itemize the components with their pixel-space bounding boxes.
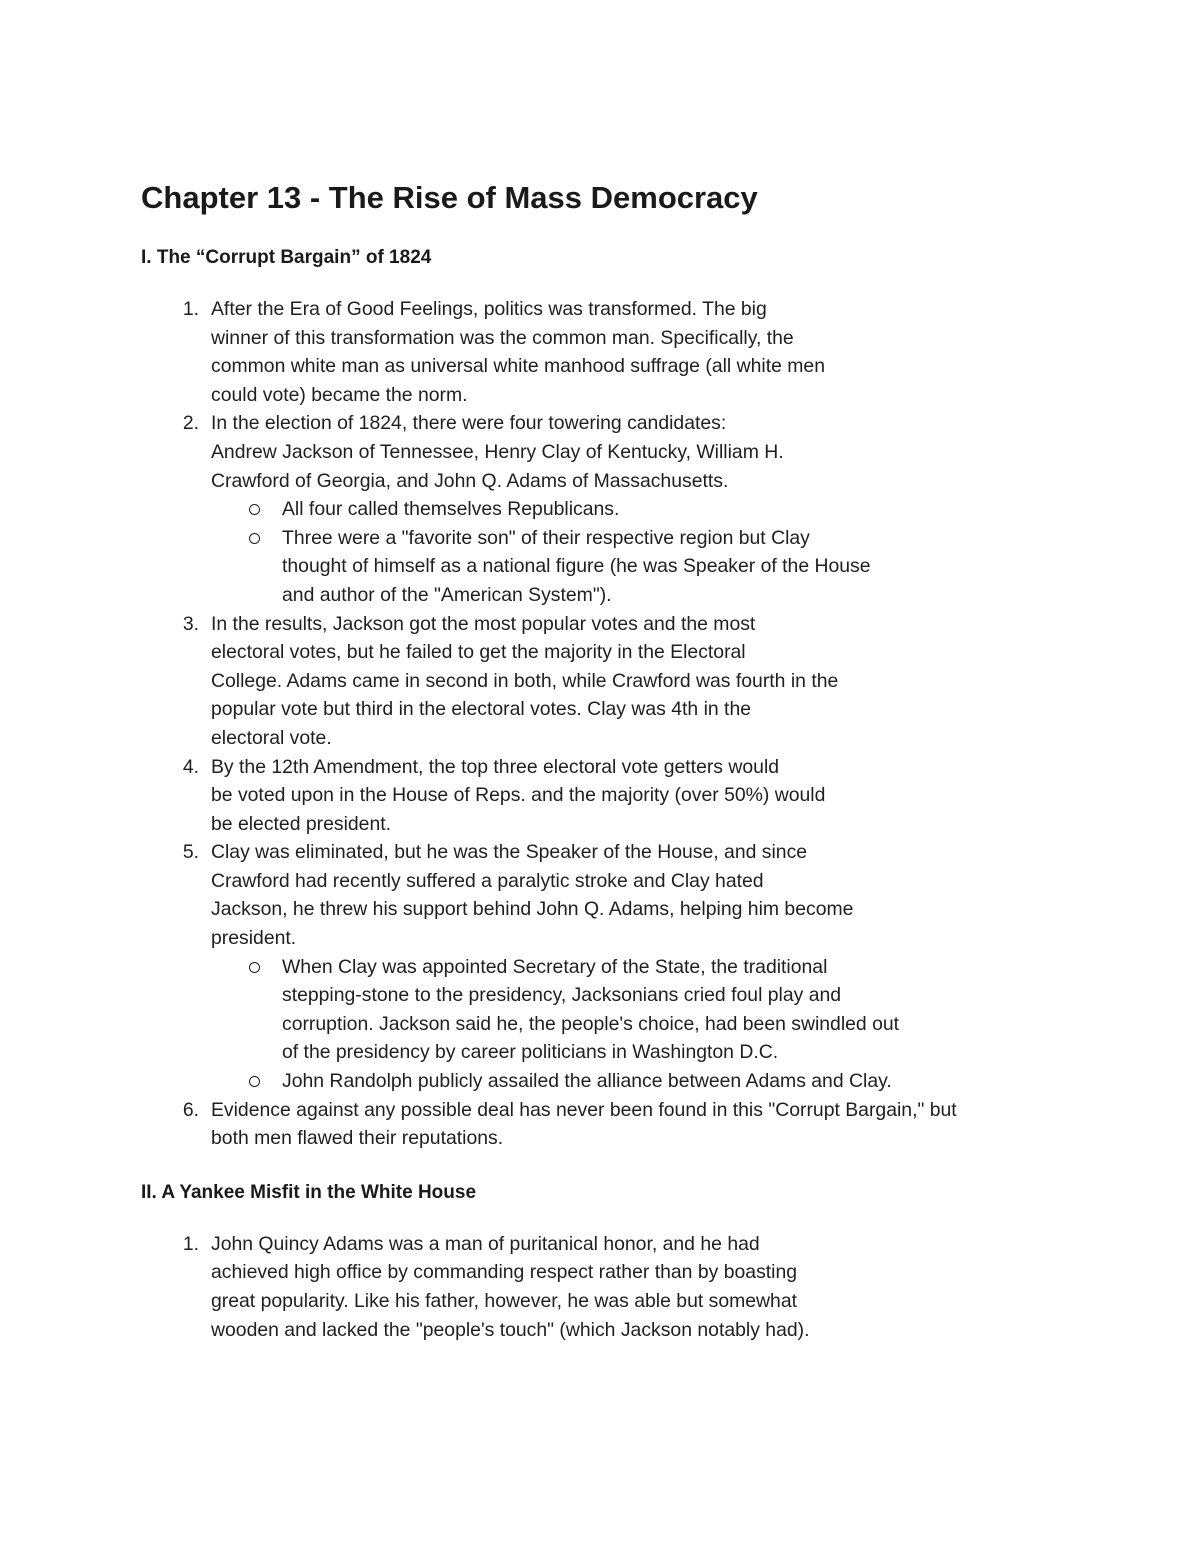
text-line: be voted upon in the House of Reps. and the majority (over 50%) would (211, 784, 826, 807)
text-line: wooden and lacked the "people's touch" (which Jackson notably had). (211, 1318, 810, 1341)
hollow-circle-bullet-icon (249, 533, 260, 544)
text-line: College. Adams came in second in both, while Crawford was fourth in the (211, 669, 839, 692)
text-line: great popularity. Like his father, however, he was able but somewhat (211, 1290, 798, 1312)
text-line: In the results, Jackson got the most popular votes and the most (211, 612, 756, 635)
text-line: Evidence against any possible deal has never been found in this "Corrupt Bargain," but (211, 1098, 957, 1121)
text-line: achieved high office by commanding respect rather than by boasting (211, 1261, 798, 1284)
text-line: Three were a "favorite son" of their respective region but Clay (282, 526, 810, 549)
list-item (141, 1096, 1061, 1153)
list-item-number: 2. (182, 412, 199, 435)
hollow-circle-bullet-icon (249, 962, 260, 973)
list-item-number: 6. (182, 1098, 199, 1121)
text-line: be elected president. (211, 812, 392, 835)
text-line: could vote) became the norm. (211, 383, 468, 406)
text-line: thought of himself as a national figure (he was Speaker of the House (282, 555, 871, 578)
section-1-list (141, 295, 1061, 1153)
list-item (141, 838, 1061, 1095)
list-item (141, 1230, 1061, 1344)
text-line: Clay was eliminated, but he was the Speaker of the House, and since (211, 841, 808, 864)
list-item-number: 1. (182, 298, 199, 320)
list-item (141, 295, 1061, 409)
text-line: president. (211, 927, 297, 950)
section-heading-2: II. A Yankee Misfit in the White House (141, 1181, 477, 1203)
text-line: All four called themselves Republicans. (282, 498, 620, 521)
sub-list-item (211, 953, 1061, 1067)
text-line: Crawford had recently suffered a paralytic stroke and Clay hated (211, 869, 764, 892)
text-line: electoral vote. (211, 726, 332, 749)
list-item (141, 610, 1061, 753)
list-item (141, 753, 1061, 839)
section-2-list (141, 1230, 1061, 1344)
text-line: John Quincy Adams was a man of puritanical honor, and he had (211, 1232, 760, 1255)
text-line: Andrew Jackson of Tennessee, Henry Clay of Kentucky, William H. (211, 440, 784, 463)
list-item-number: 5. (182, 841, 199, 864)
text-line: Jackson, he threw his support behind John Q. Adams, helping him become (211, 898, 854, 921)
list-item-number: 1. (182, 1232, 199, 1255)
list-item-number: 4. (182, 755, 199, 778)
page-title: Chapter 13 - The Rise of Mass Democracy (141, 180, 758, 215)
text-line: Crawford of Georgia, and John Q. Adams of Massachusetts. (211, 469, 729, 492)
hollow-circle-bullet-icon (249, 1076, 260, 1087)
document-content (141, 176, 1061, 1344)
text-line: John Randolph publicly assailed the alliance between Adams and Clay. (282, 1070, 892, 1093)
sub-list (211, 953, 1061, 1096)
text-line: In the election of 1824, there were four towering candidates: (211, 412, 727, 435)
text-line: popular vote but third in the electoral votes. Clay was 4th in the (211, 698, 752, 721)
sub-list-item (211, 1067, 1061, 1096)
text-line: After the Era of Good Feelings, politics was transformed. The big (211, 298, 767, 320)
list-item-number: 3. (182, 612, 199, 635)
text-line: common white man as universal white manhood suffrage (all white men (211, 355, 825, 378)
text-line: of the presidency by career politicians in Washington D.C. (282, 1041, 779, 1064)
text-line: both men flawed their reputations. (211, 1127, 504, 1150)
sub-list-item (211, 524, 1061, 610)
text-line: When Clay was appointed Secretary of the State, the traditional (282, 955, 828, 978)
text-line: electoral votes, but he failed to get the majority in the Electoral (211, 641, 746, 664)
section-heading-1: I. The “Corrupt Bargain” of 1824 (141, 247, 432, 268)
text-line: winner of this transformation was the common man. Specifically, the (211, 326, 794, 349)
text-line: and author of the "American System"). (282, 583, 612, 606)
hollow-circle-bullet-icon (249, 504, 260, 515)
list-item (141, 409, 1061, 609)
text-line: corruption. Jackson said he, the people's choice, had been swindled out (282, 1012, 900, 1035)
text-line: stepping-stone to the presidency, Jacksonians cried foul play and (282, 984, 842, 1007)
sub-list (211, 495, 1061, 609)
sub-list-item (211, 495, 1061, 524)
text-line: By the 12th Amendment, the top three electoral vote getters would (211, 755, 780, 778)
